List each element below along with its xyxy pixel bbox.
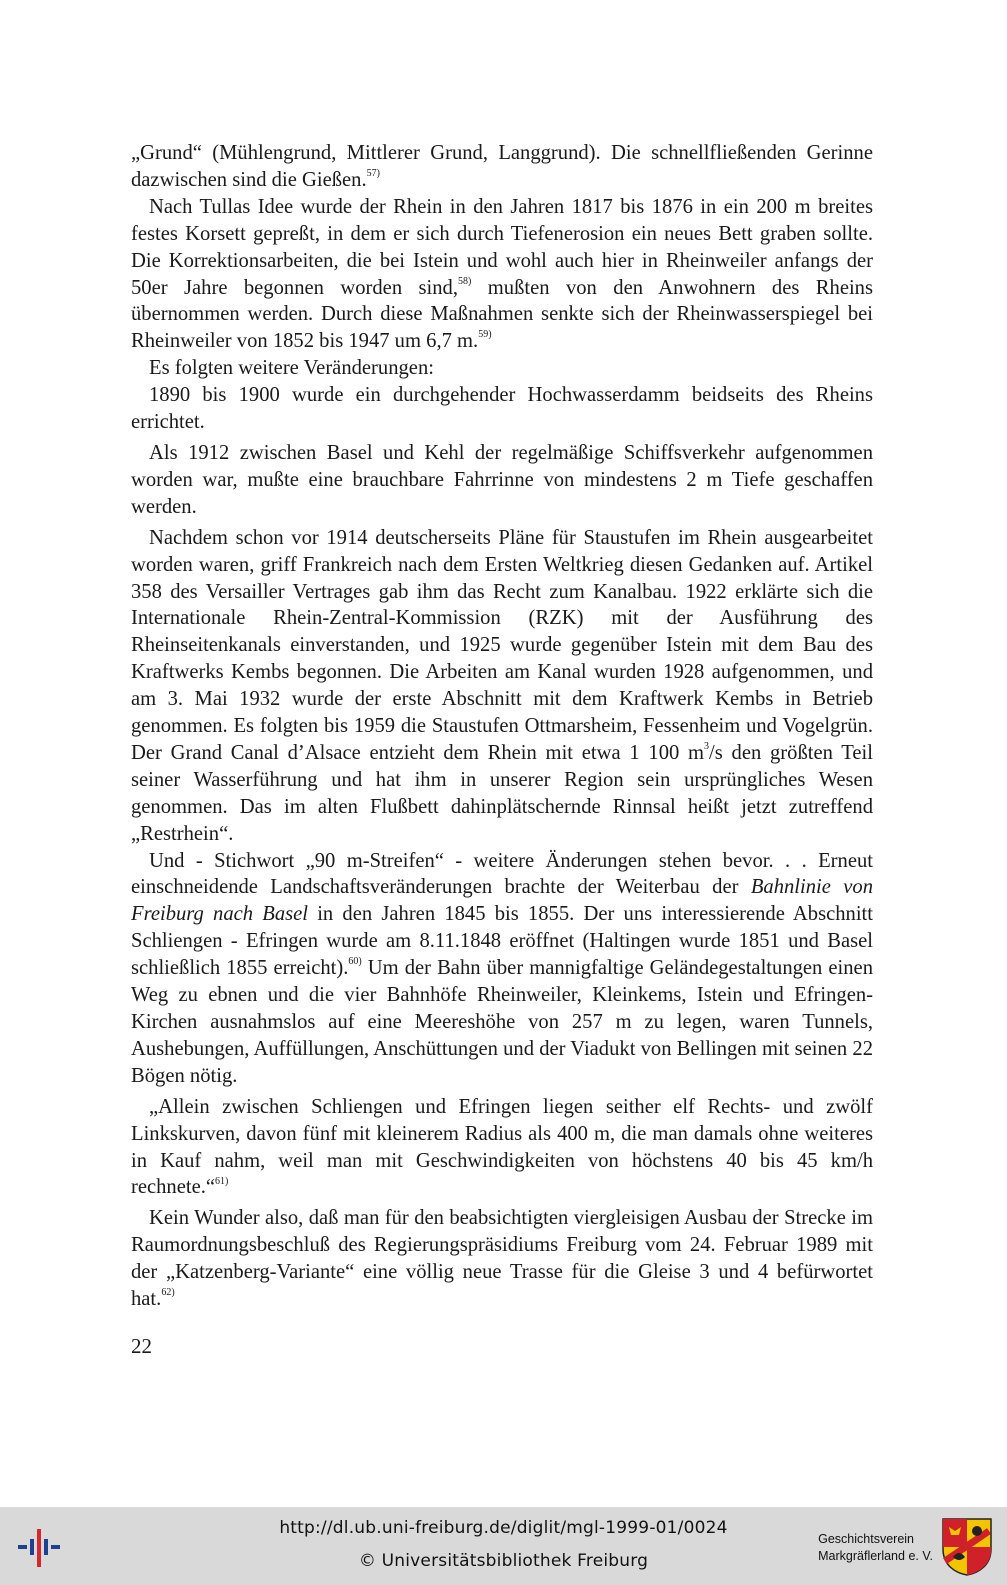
publisher-name: [818, 1531, 933, 1565]
paragraph: Nachdem schon vor 1914 deutscherseits Pläne für Staustufen im Rhein ausgearbeitet worden waren, griff Frankreich nach dem Ersten Weltkrieg diesen Gedanken auf. Artikel 358 des Versailler Vertrages gab ihm das Recht zum Kanalbau. 1922 erklärte sich die Internationale Rhein-Zentral-Kommission (RZK) mit der Ausführung des Rheinseitenkanals einverstanden, und 1925 wurde gegenüber Istein mit dem Bau des Kraftwerks Kembs begonnen. Die Arbeiten am Kanal wurden 1928 aufgenommen, und am 3. Mai 1932 wurde der erste Abschnitt mit dem Kraftwerk Kembs in Betrieb genommen. Es folgten bis 1959 die Staustufen Ottmarsheim, Fessenheim und Vogelgrün. Der Grand Canal d’Alsace entzieht dem Rhein mit etwa 1 100 $m^3/s$ den größten Teil seiner Wasserführung und hat ihm in unserer Region sein ursprüngliches Wesen genommen. Das im alten Flußbett dahinplätschernde Rinnsal heißt jetzt zutreffend „Restrhein“.: [131, 526, 873, 845]
footer-bar: [0, 1507, 1007, 1585]
footnote-reference: 57): [366, 168, 380, 180]
publisher-line-2: Markgräflerland e. V.: [818, 1549, 933, 1563]
footnote-reference: 61): [215, 1175, 229, 1187]
footnote-reference: 3: [704, 741, 710, 753]
footnote-reference: 62): [161, 1287, 175, 1299]
paragraph: Es folgten weitere Veränderungen:: [149, 357, 434, 380]
paragraph: Kein Wunder also, daß man für den beabsichtigten viergleisigen Ausbau der Strecke im Raumordnungsbeschluß des Regierungspräsidiums Freiburg vom 24. Februar 1989 mit der „Katzenberg-Variante“ eine völlig neue Trasse für die Gleise 3 und 4 befürwortet hat.$^{62)}$: [131, 1207, 873, 1311]
coat-of-arms-icon: [941, 1517, 993, 1577]
paragraph: Als 1912 zwischen Basel und Kehl der regelmäßige Schiffsverkehr aufgenommen worden war, mußte eine brauchbare Fahrrinne von mindestens 2 m Tiefe geschaffen werden.: [131, 441, 873, 518]
paragraph: Nach Tullas Idee wurde der Rhein in den Jahren 1817 bis 1876 in ein 200 m breites festes Korsett gepreßt, in dem er sich durch Tiefenerosion ein neues Bett graben sollte. Die Korrektionsarbeiten, die bei Istein und wohl auch hier in Rheinweiler anfangs der 50er Jahre begonnen worden sind,$^{58)}$ mußten von den Anwohnern des Rheins übernommen werden. Durch diese Maßnahmen senkte sich der Rheinwasserspiegel bei Rheinweiler von 1852 bis 1947 um 6,7 m.$^{59)}$: [131, 195, 873, 353]
paragraph: „Allein zwischen Schliengen und Efringen liegen seither elf Rechts- und zwölf Linkskurven, davon fünf mit kleinerem Radius als 400 m, die man damals ohne weiteres in Kauf nahm, weil man mit Geschwindigkeiten von höchstens 40 bis 45 km/h rechnete.“$^{61)}$: [131, 1095, 873, 1199]
footnote-reference: 60): [348, 956, 362, 968]
source-url-link[interactable]: http://dl.ub.uni-freiburg.de/diglit/mgl-1999-01/0024: [279, 1518, 728, 1538]
page-body: [131, 140, 873, 1313]
paragraph: Und - Stichwort „90 m-Streifen“ - weitere Änderungen stehen bevor. . . Erneut einschneidende Landschaftsveränderungen brachte der Weiterbau der Bahnlinie von Freiburg nach Basel in den Jahren 1845 bis 1855. Der uns interessierende Abschnitt Schliengen - Efringen wurde am 8.11.1848 eröffnet (Haltingen wurde 1851 und Basel schließlich 1855 erreicht).$^{60)}$ Um der Bahn über mannigfaltige Geländegestaltungen einen Weg zu ebnen und die vier Bahnhöfe Rheinweiler, Kleinkems, Istein und Efringen-Kirchen ausnahmslos auf eine Meereshöhe von 257 m zu legen, waren Tunnels, Aushebungen, Auffüllungen, Anschüttungen und der Viadukt von Bellingen mit seinen 22 Bögen nötig.: [131, 849, 873, 1087]
paragraph: 1890 bis 1900 wurde ein durchgehender Hochwasserdamm beidseits des Rheins errichtet.: [131, 384, 873, 434]
paragraph: „Grund“ (Mühlengrund, Mittlerer Grund, Langgrund). Die schnellfließenden Gerinne dazwischen sind die Gießen.$^{57)}$: [131, 142, 873, 191]
footnote-reference: 59): [478, 329, 492, 341]
footnote-reference: 58): [458, 275, 472, 287]
page-number: 22: [131, 1334, 152, 1358]
copyright-notice: © Universitätsbibliothek Freiburg: [358, 1551, 649, 1571]
publisher-line-1: Geschichtsverein: [818, 1532, 914, 1546]
italic-title: Bahnlinie von Freiburg nach Basel: [131, 876, 873, 926]
